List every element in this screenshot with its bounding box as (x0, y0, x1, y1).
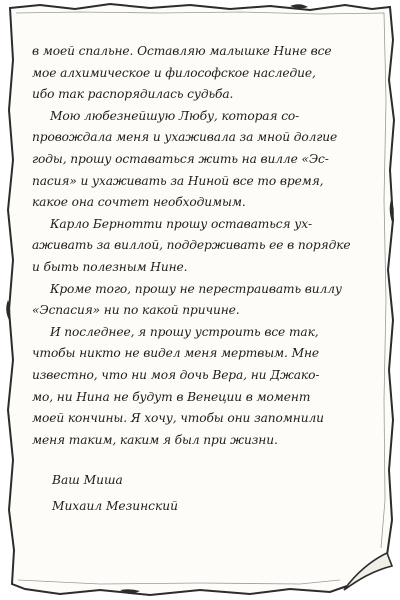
letter-line-14: И последнее, я прошу устроить все так, (50, 324, 319, 339)
letter-line-19: меня таким, каким я был при жизни. (32, 432, 278, 447)
letter-line-6: годы, прошу оставаться жить на вилле «Эс- (32, 151, 329, 166)
letter-line-2: мое алхимическое и философское наследие, (32, 65, 316, 80)
letter-line-3: ибо так распорядилась судьба. (32, 87, 234, 102)
letter-line-5: провождала меня и ухаживала за мной долгие (32, 130, 338, 145)
letter-line-10: аживать за виллой, поддерживать ее в порядке (32, 238, 351, 253)
letter-line-13: «Эспасия» ни по какой причине. (32, 303, 240, 318)
letter-line-11: и быть полезным Нине. (32, 259, 188, 274)
letter-text (32, 41, 384, 451)
signature-closing: Ваш Миша (52, 473, 123, 487)
signature-block (52, 467, 312, 519)
letter-line-4: Мою любезнейшую Любу, которая со- (50, 108, 300, 123)
letter-line-7: пасия» и ухаживать за Ниной все то время, (32, 173, 324, 188)
letter-line-15: чтобы никто не видел меня мертвым. Мне (32, 346, 320, 361)
letter-line-18: моей кончины. Я хочу, чтобы они запомнили (32, 411, 324, 426)
signature-full-name: Михаил Мезинский (52, 499, 178, 513)
letter-line-8: какое она сочтет необходимым. (32, 195, 246, 210)
letter-line-9: Карло Бернотти прошу оставаться ух- (50, 216, 312, 231)
letter-line-1: в моей спальне. Оставляю малышке Нине все (32, 44, 332, 58)
letter-line-12: Кроме того, прошу не перестраивать виллу (50, 281, 342, 296)
letter-line-17: мо, ни Нина не будут в Венеции в момент (32, 389, 311, 404)
letter-line-16: известно, что ни моя дочь Вера, ни Джако- (32, 367, 320, 382)
